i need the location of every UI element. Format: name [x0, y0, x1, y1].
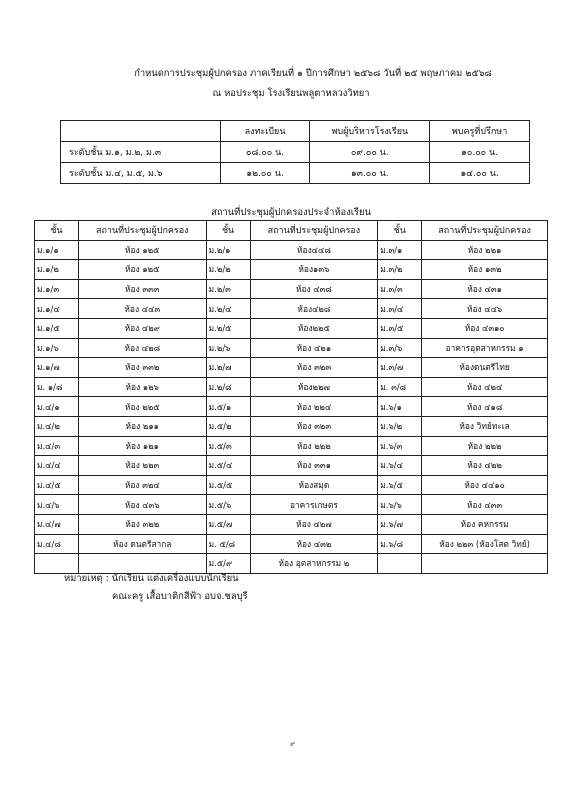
- class-cell: ม.๑/๗: [35, 358, 79, 378]
- class-cell: ม.๓/๔: [378, 299, 422, 319]
- schedule-header-admin: พบผู้บริหารโรงเรียน: [310, 121, 430, 142]
- table-row: [35, 397, 548, 417]
- header-place: สถานที่ประชุมผู้ปกครอง: [250, 221, 378, 241]
- class-cell: ม.๔/๗: [35, 514, 79, 534]
- table-row: [35, 260, 548, 280]
- room-cell: ห้อง ๒๒๔: [250, 397, 378, 417]
- rooms-table: [34, 220, 548, 574]
- room-cell: ห้อง ๒๒๓ (ห้องโสต วิทย์): [422, 534, 548, 554]
- room-cell: ห้อง ๔๔๓: [78, 299, 206, 319]
- schedule-row: [61, 142, 530, 163]
- room-cell: ห้อง ๑๓๒: [422, 260, 548, 280]
- room-cell: ห้อง ๒๒๕: [78, 397, 206, 417]
- room-cell: ห้อง๑๓๖: [250, 260, 378, 280]
- note-line-1: หมายเหตุ : นักเรียน แต่งเครื่องแบบนักเรียน: [64, 573, 239, 584]
- class-cell: ม.๒/๘: [206, 377, 250, 397]
- room-cell: ห้อง ๔๓๖: [78, 495, 206, 515]
- schedule-header-advisor: พบครูที่ปรึกษา: [430, 121, 530, 142]
- room-cell: ห้อง ๒๒๑: [422, 240, 548, 260]
- table-row: [35, 475, 548, 495]
- class-cell: ม.๕/๖: [206, 495, 250, 515]
- class-cell: ม.๕/๕: [206, 475, 250, 495]
- room-cell: ห้องดนตรีไทย: [422, 358, 548, 378]
- room-cell: ห้อง ๑๒๕: [78, 240, 206, 260]
- class-cell: ม.๓/๕: [378, 318, 422, 338]
- room-cell: ห้อง ๔๓๓: [422, 495, 548, 515]
- room-cell: [422, 554, 548, 574]
- room-cell: ห้อง ๓๒๒: [78, 514, 206, 534]
- room-cell: ห้อง ๓๓๓: [78, 279, 206, 299]
- schedule-admin-time: ๑๓.๐๐ น.: [310, 163, 430, 184]
- class-cell: ม. ๕/๘: [206, 534, 250, 554]
- class-cell: ม.๖/๔: [378, 456, 422, 476]
- class-cell: ม.๔/๓: [35, 436, 79, 456]
- room-cell: ห้อง ๔๓๑๐: [422, 318, 548, 338]
- header-line-2: ณ หอประชุม โรงเรียนพลูตาหลวงวิทยา: [212, 88, 370, 99]
- note-line-2: คณะครู เสื้อบาติกสีฟ้า อบจ.ชลบุรี: [112, 591, 248, 602]
- class-cell: ม.๖/๘: [378, 534, 422, 554]
- class-cell: ม.๓/๑: [378, 240, 422, 260]
- schedule-level: ระดับชั้น ม.๑, ม.๒, ม.๓: [61, 142, 221, 163]
- class-cell: ม.๕/๗: [206, 514, 250, 534]
- table-row: [35, 514, 548, 534]
- schedule-header-blank: [61, 121, 221, 142]
- class-cell: ม.๔/๑: [35, 397, 79, 417]
- room-cell: ห้อง ๓๒๓: [250, 358, 378, 378]
- class-cell: ม.๒/๓: [206, 279, 250, 299]
- table-row: [35, 279, 548, 299]
- room-cell: ห้อง๔๔๘: [250, 240, 378, 260]
- room-cell: ห้อง ๔๒๗: [250, 514, 378, 534]
- room-cell: ห้อง ๒๒๒: [250, 436, 378, 456]
- class-cell: ม.๒/๖: [206, 338, 250, 358]
- schedule-header-row: [61, 121, 530, 142]
- room-cell: ห้อง ๓๒๔: [78, 475, 206, 495]
- table-row: [35, 358, 548, 378]
- table-row: [35, 416, 548, 436]
- header-place: สถานที่ประชุมผู้ปกครอง: [422, 221, 548, 241]
- header-place: สถานที่ประชุมผู้ปกครอง: [78, 221, 206, 241]
- header-class: ชั้น: [35, 221, 79, 241]
- class-cell: ม. ๑/๘: [35, 377, 79, 397]
- room-cell: ห้อง ๔๔๑๐: [422, 475, 548, 495]
- room-cell: ห้อง ๒๒๒: [422, 436, 548, 456]
- class-cell: ม.๔/๔: [35, 456, 79, 476]
- room-cell: ห้อง ๔๒๑: [250, 338, 378, 358]
- table-row: [35, 534, 548, 554]
- schedule-admin-time: ๐๙.๐๐ น.: [310, 142, 430, 163]
- table-row: [35, 240, 548, 260]
- class-cell: ม.๖/๑: [378, 397, 422, 417]
- room-cell: ห้อง ๑๒๑: [78, 436, 206, 456]
- room-cell: ห้อง ๔๓๘: [250, 279, 378, 299]
- class-cell: ม.๖/๕: [378, 475, 422, 495]
- room-cell: ห้อง ๔๒๒: [422, 456, 548, 476]
- class-cell: ม.๒/๒: [206, 260, 250, 280]
- room-cell: ห้อง วิทย์ทะเล: [422, 416, 548, 436]
- class-cell: ม.๕/๙: [206, 554, 250, 574]
- page-number: ๙: [290, 740, 296, 748]
- room-cell: ห้อง ๒๑๑: [78, 416, 206, 436]
- class-cell: ม.๕/๒: [206, 416, 250, 436]
- room-cell: อาคารเกษตร: [250, 495, 378, 515]
- room-cell: ห้อง ๔๒๘: [78, 338, 206, 358]
- class-cell: ม.๖/๗: [378, 514, 422, 534]
- class-cell: ม.๔/๒: [35, 416, 79, 436]
- schedule-level: ระดับชั้น ม.๔, ม.๕, ม.๖: [61, 163, 221, 184]
- room-cell: ห้อง๒๒๕: [250, 318, 378, 338]
- schedule-header-register: ลงทะเบียน: [220, 121, 310, 142]
- class-cell: ม.๑/๔: [35, 299, 79, 319]
- room-cell: ห้อง ๔๓๒: [250, 534, 378, 554]
- room-cell: ห้อง ๓๓๒: [78, 358, 206, 378]
- rooms-section-title: สถานที่ประชุมผู้ปกครองประจำห้องเรียน: [211, 207, 371, 218]
- table-row: [35, 495, 548, 515]
- class-cell: ม.๕/๑: [206, 397, 250, 417]
- room-cell: ห้อง คหกรรม: [422, 514, 548, 534]
- table-row: [35, 377, 548, 397]
- schedule-register-time: ๐๘.๐๐ น.: [220, 142, 310, 163]
- room-cell: อาคารอุตสาหกรรม ๑: [422, 338, 548, 358]
- class-cell: ม.๖/๓: [378, 436, 422, 456]
- room-cell: ห้อง ๔๒๙: [78, 318, 206, 338]
- class-cell: ม.๒/๗: [206, 358, 250, 378]
- class-cell: ม.๒/๕: [206, 318, 250, 338]
- class-cell: ม.๑/๕: [35, 318, 79, 338]
- room-cell: ห้อง ๔๑๘: [422, 397, 548, 417]
- room-cell: ห้อง ๔๒๔: [422, 377, 548, 397]
- schedule-row: [61, 163, 530, 184]
- class-cell: [378, 554, 422, 574]
- room-cell: ห้อง ๑๒๕: [78, 260, 206, 280]
- header-line-1: กำหนดการประชุมผู้ปกครอง ภาคเรียนที่ ๑ ปีการศึกษา ๒๕๖๘ วันที่ ๒๕ พฤษภาคม ๒๕๖๘: [134, 68, 492, 79]
- class-cell: ม.๔/๘: [35, 534, 79, 554]
- room-cell: ห้องสมุด: [250, 475, 378, 495]
- class-cell: ม.๑/๑: [35, 240, 79, 260]
- class-cell: ม.๓/๒: [378, 260, 422, 280]
- class-cell: ม.๑/๒: [35, 260, 79, 280]
- class-cell: ม.๔/๖: [35, 495, 79, 515]
- room-cell: ห้อง ๓๒๓: [250, 416, 378, 436]
- class-cell: ม.๕/๓: [206, 436, 250, 456]
- room-cell: ห้อง ๔๔๖: [422, 299, 548, 319]
- class-cell: ม.๔/๕: [35, 475, 79, 495]
- room-cell: ห้อง ๑๒๖: [78, 377, 206, 397]
- table-row: [35, 456, 548, 476]
- meeting-schedule-table: [60, 120, 530, 184]
- room-cell: ห้อง ๔๓๑: [422, 279, 548, 299]
- class-cell: ม.๖/๖: [378, 495, 422, 515]
- class-cell: ม.๓/๖: [378, 338, 422, 358]
- class-cell: ม.๕/๔: [206, 456, 250, 476]
- class-cell: ม. ๓/๘: [378, 377, 422, 397]
- table-row: [35, 436, 548, 456]
- class-cell: ม.๑/๓: [35, 279, 79, 299]
- table-row: [35, 338, 548, 358]
- room-cell: ห้อง ๒๒๓: [78, 456, 206, 476]
- class-cell: ม.๑/๖: [35, 338, 79, 358]
- rooms-header-row: [35, 221, 548, 241]
- class-cell: ม.๓/๗: [378, 358, 422, 378]
- class-cell: ม.๖/๒: [378, 416, 422, 436]
- class-cell: ม.๓/๓: [378, 279, 422, 299]
- room-cell: ห้อง๔๒๘: [250, 299, 378, 319]
- room-cell: ห้อง ๓๓๑: [250, 456, 378, 476]
- table-row: [35, 318, 548, 338]
- class-cell: ม.๒/๔: [206, 299, 250, 319]
- room-cell: ห้อง๒๒๗: [250, 377, 378, 397]
- header-class: ชั้น: [378, 221, 422, 241]
- schedule-advisor-time: ๑๔.๐๐ น.: [430, 163, 530, 184]
- table-row: [35, 299, 548, 319]
- schedule-register-time: ๑๒.๐๐ น.: [220, 163, 310, 184]
- header-class: ชั้น: [206, 221, 250, 241]
- schedule-advisor-time: ๑๐.๐๐ น.: [430, 142, 530, 163]
- class-cell: ม.๒/๑: [206, 240, 250, 260]
- room-cell: ห้อง อุตสาหกรรม ๒: [250, 554, 378, 574]
- room-cell: ห้อง ดนตรีสากล: [78, 534, 206, 554]
